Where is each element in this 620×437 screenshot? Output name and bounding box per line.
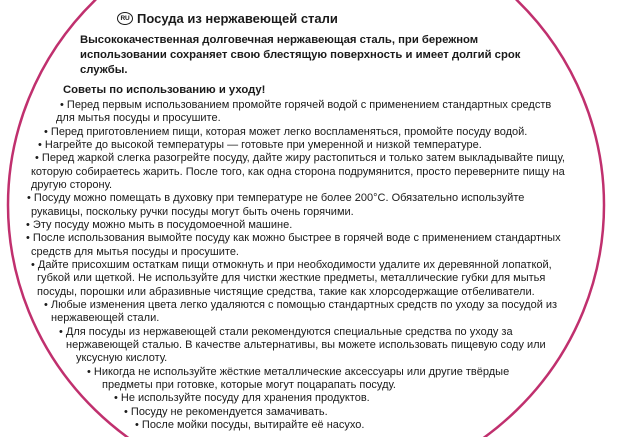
tip-line: нержавеющей сталью. В качестве альтернативы, вы можете использовать пищевую соду или: [66, 339, 546, 351]
tip-line: • Перед первым использованием промойте горячей водой с применением стандартных средств: [60, 99, 552, 111]
tip-line: • Посуду можно помещать в духовку при температуре не более 200°C. Обязательно используйте: [27, 192, 525, 205]
tip-line: другую сторону.: [31, 179, 113, 191]
tip-line: • Перед жаркой слегка разогрейте посуду, дайте жиру растопиться и только затем выкладывайте пищу,: [35, 152, 565, 165]
tip-line: предметы при готовке, которые могут поцарапать посуду.: [102, 379, 396, 391]
tips-heading: Советы по использованию и уходу!: [63, 84, 266, 96]
tip-line: уксусную кислоту.: [76, 352, 168, 365]
tip-line: • Перед приготовлением пищи, которая может легко воспламеняться, промойте посуду водой.: [44, 125, 528, 138]
tip-line: • Не используйте посуду для хранения продуктов.: [114, 392, 370, 405]
intro-paragraph: Высококачественная долговечная нержавеющая сталь, при бережном использовании сохраняет свою блестящую поверхность и имеет долгий срок службы.: [80, 34, 521, 76]
tip-line: • После мойки посуды, вытирайте её насухо.: [135, 419, 365, 431]
page-title: Посуда из нержавеющей стали: [137, 11, 338, 26]
section-header: [117, 11, 338, 26]
tip-line: • Любые изменения цвета легко удаляются с помощью стандартных средств по уходу за посудой из: [44, 299, 558, 311]
tip-line: рукавицы, поскольку ручки посуды могут быть очень горячими.: [31, 205, 354, 218]
tip-line: • Дайте присохшим остаткам пищи отмокнуть и при необходимости удалите их деревянной лопаткой,: [31, 259, 552, 271]
tip-line: • Нагрейте до высокой температуры — готовьте при умеренной и низкой температуре.: [38, 139, 482, 151]
tip-line: которую собираетесь жарить. После того, как одна сторона подрумянится, просто переверните пищу на: [31, 165, 565, 178]
tip-line: • Для посуды из нержавеющей стали рекомендуются специальные средства по уходу за: [59, 325, 513, 338]
tip-line: • Посуду не рекомендуется замачивать.: [124, 405, 328, 418]
tip-line: • Эту посуду можно мыть в посудомоечной машине.: [26, 219, 293, 231]
tip-line: для мытья посуды и просушите.: [56, 112, 221, 125]
tip-line: средств для мытья посуды и просушите.: [31, 245, 239, 258]
tip-line: посуды, порошки или абразивные чистящие средства, такие как хлорсодержащие отбеливатели.: [37, 285, 535, 298]
tip-line: • После использования вымойте посуду как можно быстрее в горячей воде с применением стандартных: [26, 232, 561, 245]
tip-line: • Никогда не используйте жёсткие металлические аксессуары или другие твёрдые: [87, 365, 510, 378]
tip-line: нержавеющей стали.: [51, 312, 160, 325]
language-badge-icon: RU: [117, 12, 133, 25]
tip-line: губкой или щеткой. Не используйте для чистки жесткие предметы, металлические губки для мытья: [37, 272, 546, 285]
